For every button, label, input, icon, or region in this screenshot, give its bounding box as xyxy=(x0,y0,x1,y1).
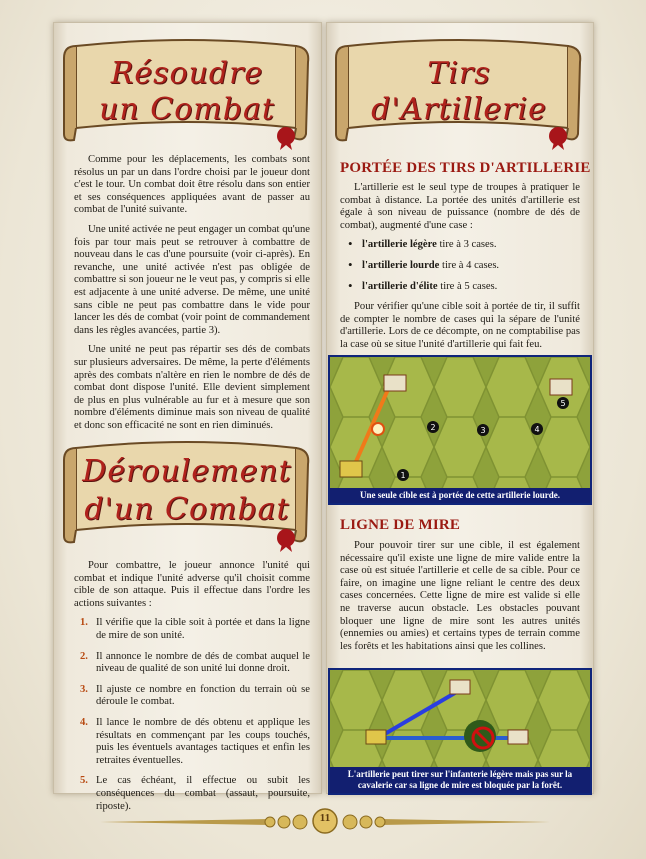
range-list xyxy=(340,239,580,293)
list-item: • l'artillerie légère tire à 3 cases. xyxy=(362,239,580,252)
steps-list xyxy=(74,617,310,813)
hex-map-line-of-sight xyxy=(328,668,592,795)
right-text-block-2 xyxy=(340,540,580,660)
footer-ornament xyxy=(100,806,550,836)
list-item: 1. Il vérifie que la cible soit à portée et dans la ligne de mire de son unité. xyxy=(80,617,310,641)
paragraph: Pour combattre, le joueur annonce l'unité qui combat et indique l'unité adverse qu'il choisit comme cible de son attaque. Puis il effectue dans l'ordre les actions suivantes : xyxy=(74,560,310,609)
list-item: • l'artillerie lourde tire à 4 cases. xyxy=(362,260,580,273)
banner-title-tirs-line1: Tirs xyxy=(427,56,491,91)
hex-grid-illustration xyxy=(330,357,590,503)
map-caption: L'artillerie peut tirer sur l'infanterie légère mais pas sur la cavalerie car sa ligne de mire est bloquée par la forêt. xyxy=(330,767,590,793)
hex-map-range xyxy=(328,355,592,505)
map-caption: Une seule cible est à portée de cette artillerie lourde. xyxy=(330,488,590,504)
svg-text:5: 5 xyxy=(560,399,566,408)
list-item: 4. Il lance le nombre de dés obtenu et applique les résultats en commençant par les coups touchés, puis les éventuels avantages tactiques et enfin les retraites éventuelles. xyxy=(80,716,310,766)
list-item: 2. Il annonce le nombre de dés de combat auquel le niveau de qualité de son unité lui donne droit. xyxy=(80,650,310,675)
banner-title-deroulement-line2: d'un Combat xyxy=(84,492,290,527)
paragraph: Une unité activée ne peut engager un combat qu'une fois par tour mais peut se retrouver à combattre de nouveau dans le cas d'une poursuite (voir ci-après). En revanche, une unité activée n'est pas obligée de combattre si son joueur ne le veut pas, y compris si elle est adjacente à une unité adverse. De même, une unité sans cible ne peut pas combattre dans le vide pour lancer les dés de combat (voir point de commandement dans les règles avancées, partie 3). xyxy=(74,223,310,336)
list-item: 3. Il ajuste ce nombre en fonction du terrain où se déroule le combat. xyxy=(80,683,310,708)
right-text-block-1 xyxy=(340,182,580,359)
paragraph: Pour pouvoir tirer sur une cible, il est également nécessaire qu'il existe une ligne de mire valide entre la case où est située l'artillerie et celle de sa cible. Pour ce faire, on imagine une ligne reliant le centre des deux cases concernées. Cette ligne de mire est valide si elle ne traverse aucun obstacle. Les obstacles pouvant bloquer une ligne de mire sont les autres unités (ennemies ou amies) et certains types de terrain comme les forêts et les habitations ainsi que les collines. xyxy=(340,540,580,652)
paragraph: Une unité ne peut pas répartir ses dés de combats sur plusieurs adversaires. De même, la perte d'éléments après des combats n'altère en rien le nombre de dés de combat dont dispose l'unité. Elle devient simplement de plus en plus vulnérable au fur et à mesure que son nombre d'éléments diminue mais son niveau de qualité et donc son efficacité ne sont en rien diminués. xyxy=(74,344,310,431)
left-text-block-2 xyxy=(74,560,310,821)
banner-title-resoudre-line1: Résoudre xyxy=(110,56,264,91)
list-item: 5. Le cas échéant, il effectue ou subit les conséquences du combat (assaut, poursuite, riposte). xyxy=(80,775,310,812)
svg-text:2: 2 xyxy=(430,423,436,432)
section-heading-ligne: LIGNE DE MIRE xyxy=(340,517,461,533)
svg-text:3: 3 xyxy=(480,426,486,435)
page-number: 11 xyxy=(319,812,331,824)
section-heading-portee: PORTÉE DES TIRS D'ARTILLERIE xyxy=(340,160,591,176)
paragraph: Pour vérifier qu'une cible soit à portée de tir, il suffit de compter le nombre de cases qui la sépare de l'unité d'artillerie. Lors de ce décompte, on ne comptabilise pas la case où se situe l'unité d'artillerie qui fait feu. xyxy=(340,301,580,350)
banner-title-tirs-line2: d'Artillerie xyxy=(371,92,547,127)
list-item: • l'artillerie d'élite tire à 5 cases. xyxy=(362,281,580,294)
paragraph: L'artillerie est le seul type de troupes à pratiquer le combat à distance. La portée des unités d'artillerie est égale à son niveau de puissance (nombre de dés de combat), augmenté d'une case : xyxy=(340,182,580,231)
banner-deroulement xyxy=(58,434,316,552)
banner-title-deroulement-line1: Déroulement xyxy=(82,454,292,489)
banner-resoudre xyxy=(58,32,316,150)
banner-title-resoudre-line2: un Combat xyxy=(99,92,275,127)
banner-tirs xyxy=(330,32,588,150)
paragraph: Comme pour les déplacements, les combats sont résolus un par un dans l'ordre choisi par le joueur dont c'est le tour. Un combat doit être résolu dans son entier et ses conséquences appliquées avant de passer au combat de l'unité suivante. xyxy=(74,154,310,216)
svg-text:1: 1 xyxy=(400,471,406,480)
svg-text:4: 4 xyxy=(534,425,540,434)
left-text-block-1 xyxy=(74,154,310,439)
